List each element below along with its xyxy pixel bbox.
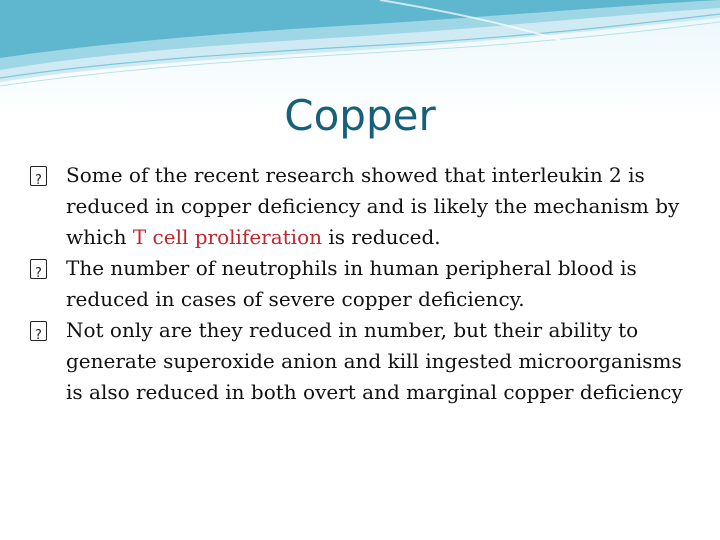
missing-glyph-bullet-icon	[30, 166, 47, 186]
slide-title: Copper	[284, 91, 436, 140]
bullet-1-text-before: Some of the recent research showed that interleukin 2 is reduced in copper deficiency and is likely the mechanism by which	[66, 163, 680, 249]
bullet-2-text: The number of neutrophils in human peripheral blood is reduced in cases of severe copper deficiency.	[66, 256, 637, 311]
decorative-wave-header	[0, 0, 720, 95]
missing-glyph-bullet-icon	[30, 259, 47, 279]
bullet-1-text-after: is reduced.	[322, 225, 441, 249]
bullet-item-3	[30, 315, 690, 408]
bullet-1-highlight: T cell proliferation	[132, 225, 323, 249]
slide-body	[30, 160, 690, 408]
bullet-3-text: Not only are they reduced in number, but their ability to generate superoxide anion and kill ingested microorganisms is also reduced in both overt and marginal copper deficiency	[66, 318, 683, 404]
bullet-item-1	[30, 160, 690, 253]
bullet-item-2	[30, 253, 690, 315]
missing-glyph-bullet-icon	[30, 321, 47, 341]
